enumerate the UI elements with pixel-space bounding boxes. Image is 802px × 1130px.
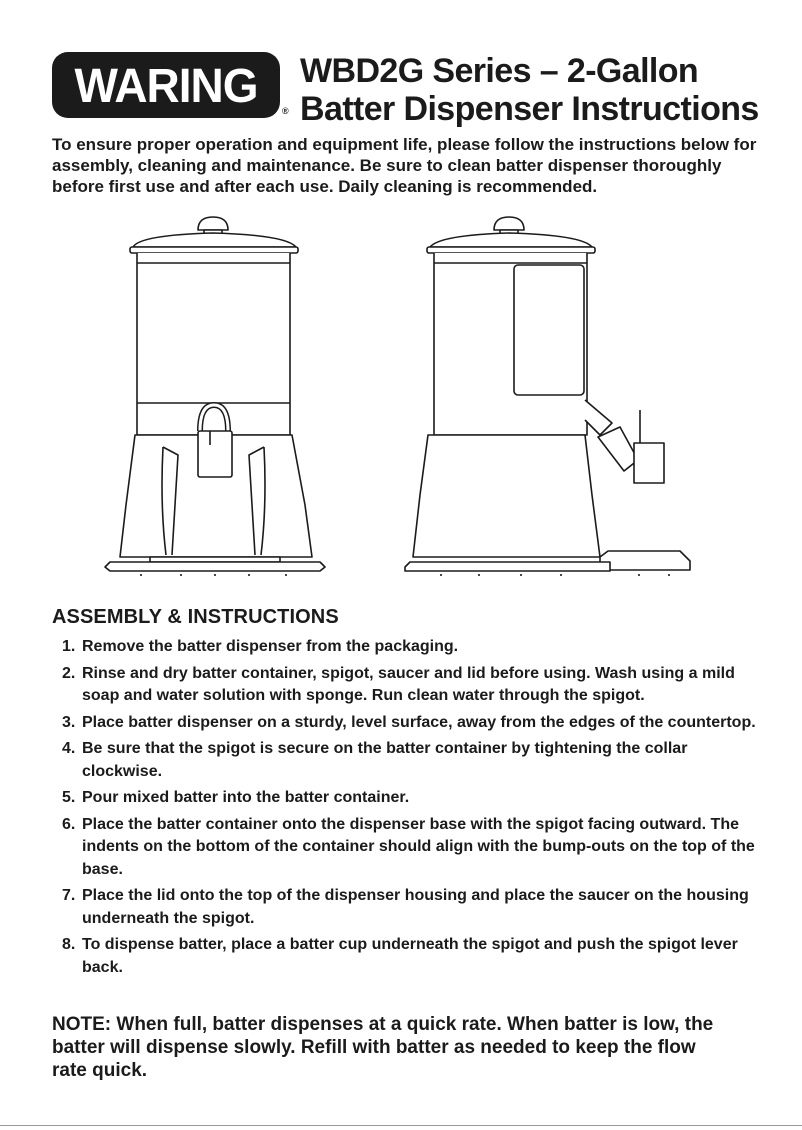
dispenser-front-illustration [105, 217, 325, 575]
logo-text: WARING [74, 57, 258, 113]
page-title [300, 52, 759, 128]
registered-mark: ® [282, 106, 289, 116]
note-label: NOTE: [52, 1014, 112, 1035]
dispenser-side-illustration [405, 217, 690, 575]
note-paragraph [52, 1013, 732, 1082]
waring-logo [52, 52, 280, 118]
step-item: 5. Pour mixed batter into the batter container. [62, 789, 410, 806]
note-text: When full, batter dispenses at a quick rate. When batter is low, the batter will dispense slowly. Refill with batter as needed to keep the flow rate quick. [52, 1014, 714, 1081]
step-item: 7. Place the lid onto the top of the dispenser housing and place the saucer on the housing underneath the spigot. [62, 887, 749, 927]
step-item: 2. Rinse and dry batter container, spigot, saucer and lid before using. Wash using a mild soap and water solution with sponge. Run clean water through the spigot. [62, 664, 735, 704]
instruction-steps [62, 636, 762, 983]
step-item: 8. To dispense batter, place a batter cup underneath the spigot and push the spigot lever back. [62, 936, 738, 976]
step-item: 3. Place batter dispenser on a sturdy, level surface, away from the edges of the countertop. [62, 713, 756, 731]
step-item: 4. Be sure that the spigot is secure on the batter container by tightening the collar clockwise. [62, 740, 688, 780]
page-divider [0, 1125, 802, 1126]
title-line-1: WBD2G Series – 2-Gallon [300, 52, 699, 90]
step-item: 6. Place the batter container onto the dispenser base with the spigot facing outward. The indents on the bottom of the container should align with the bump-outs on the top of the base. [62, 815, 755, 878]
title-line-2: Batter Dispenser Instructions [300, 90, 759, 128]
dispenser-illustrations [0, 205, 802, 585]
step-item: 1. Remove the batter dispenser from the packaging. [62, 638, 459, 655]
intro-paragraph: To ensure proper operation and equipment life, please follow the instructions below for assembly, cleaning and maintenance. Be sure to clean batter dispenser thoroughly before first use and after each use. Daily cleaning is recommended. [52, 135, 757, 196]
section-title: ASSEMBLY & INSTRUCTIONS [52, 606, 339, 628]
